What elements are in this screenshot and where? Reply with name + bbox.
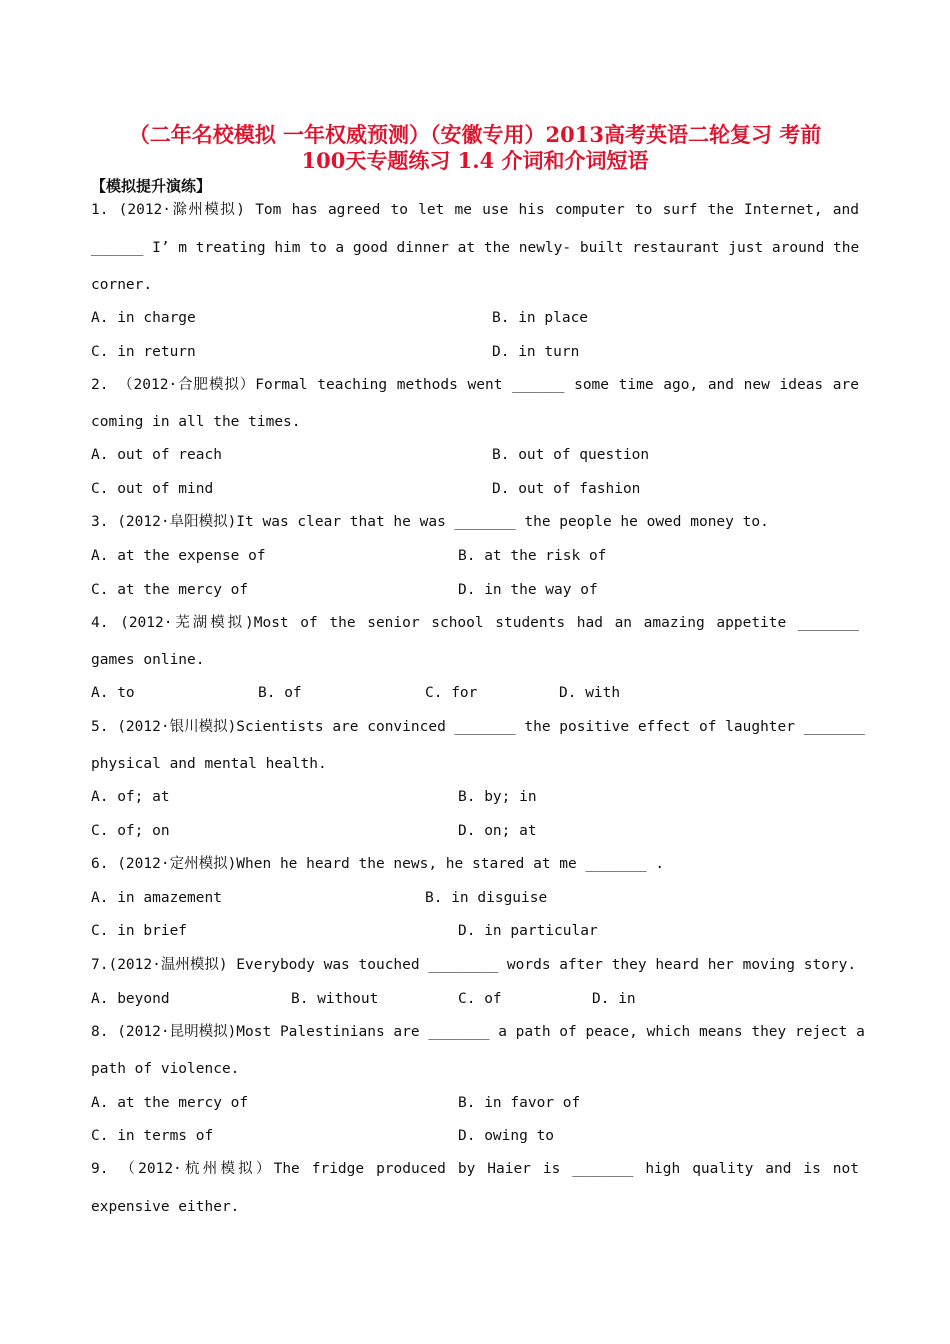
section-heading: 【模拟提升演练】 xyxy=(91,177,212,195)
question-7-option-b: B. without xyxy=(291,991,379,1007)
question-7-option-d: D. in xyxy=(592,991,636,1007)
question-5-option-a: A. of; at xyxy=(91,789,170,805)
question-1-option-d: D. in turn xyxy=(492,344,580,360)
question-8-text-line-1: 8. (2012·昆明模拟)Most Palestinians are _______ a path of peace, which means they reject a xyxy=(91,1024,865,1040)
question-3-option-a: A. at the expense of xyxy=(91,548,266,564)
question-8-option-b: B. in favor of xyxy=(458,1095,581,1111)
question-2-option-a: A. out of reach xyxy=(91,447,222,463)
question-6-option-d: D. in particular xyxy=(458,923,598,939)
question-8-option-d: D. owing to xyxy=(458,1128,555,1144)
document-title-line-1: （二年名校模拟 一年权威预测）（安徽专用）2013高考英语二轮复习 考前 xyxy=(128,122,822,147)
question-8-text-line-2: path of violence. xyxy=(91,1061,240,1077)
question-8-option-a: A. at the mercy of xyxy=(91,1095,249,1111)
question-2-option-d: D. out of fashion xyxy=(492,481,641,497)
question-9-text-line-1: 9. （2012·杭州模拟）The fridge produced by Haier is _______ high quality and is not xyxy=(91,1161,859,1177)
question-4-option-a: A. to xyxy=(91,685,135,701)
question-3-option-b: B. at the risk of xyxy=(458,548,607,564)
question-4-option-b: B. of xyxy=(258,685,302,701)
question-5-text-line-2: physical and mental health. xyxy=(91,756,327,772)
question-3-text-line-1: 3. (2012·阜阳模拟)It was clear that he was _______ the people he owed money to. xyxy=(91,514,769,530)
question-6-option-b: B. in disguise xyxy=(425,890,548,906)
question-7-text-line-1: 7.(2012·温州模拟) Everybody was touched ________ words after they heard her moving story. xyxy=(91,957,857,973)
question-4-option-d: D. with xyxy=(559,685,621,701)
question-1-text-line-3: corner. xyxy=(91,277,153,293)
question-1-option-a: A. in charge xyxy=(91,310,196,326)
question-8-option-c: C. in terms of xyxy=(91,1128,214,1144)
question-4-text-line-2: games online. xyxy=(91,652,205,668)
question-6-option-a: A. in amazement xyxy=(91,890,222,906)
question-2-text-line-2: coming in all the times. xyxy=(91,414,301,430)
question-5-text-line-1: 5. (2012·银川模拟)Scientists are convinced _______ the positive effect of laughter _______ xyxy=(91,719,865,735)
question-2-option-c: C. out of mind xyxy=(91,481,214,497)
question-5-option-b: B. by; in xyxy=(458,789,537,805)
question-7-option-c: C. of xyxy=(458,991,502,1007)
question-6-option-c: C. in brief xyxy=(91,923,188,939)
question-1-text-line-2: ______ I’ m treating him to a good dinner at the newly- built restaurant just around the xyxy=(91,240,860,256)
question-5-option-c: C. of; on xyxy=(91,823,170,839)
question-4-text-line-1: 4. (2012·芜湖模拟)Most of the senior school students had an amazing appetite _______ xyxy=(91,615,859,631)
question-1-option-b: B. in place xyxy=(492,310,589,326)
question-2-option-b: B. out of question xyxy=(492,447,650,463)
question-1-text-line-1: 1. (2012·滁州模拟) Tom has agreed to let me use his computer to surf the Internet, and xyxy=(91,202,859,218)
question-6-text-line-1: 6. (2012·定州模拟)When he heard the news, he stared at me _______ . xyxy=(91,856,665,872)
question-7-option-a: A. beyond xyxy=(91,991,170,1007)
question-3-option-c: C. at the mercy of xyxy=(91,582,249,598)
question-9-text-line-2: expensive either. xyxy=(91,1199,240,1215)
question-3-option-d: D. in the way of xyxy=(458,582,598,598)
question-5-option-d: D. on; at xyxy=(458,823,537,839)
question-1-option-c: C. in return xyxy=(91,344,196,360)
question-4-option-c: C. for xyxy=(425,685,478,701)
question-2-text-line-1: 2. （2012·合肥模拟）Formal teaching methods went ______ some time ago, and new ideas are xyxy=(91,377,859,393)
document-title-line-2: 100天专题练习 1.4 介词和介词短语 xyxy=(301,148,649,173)
